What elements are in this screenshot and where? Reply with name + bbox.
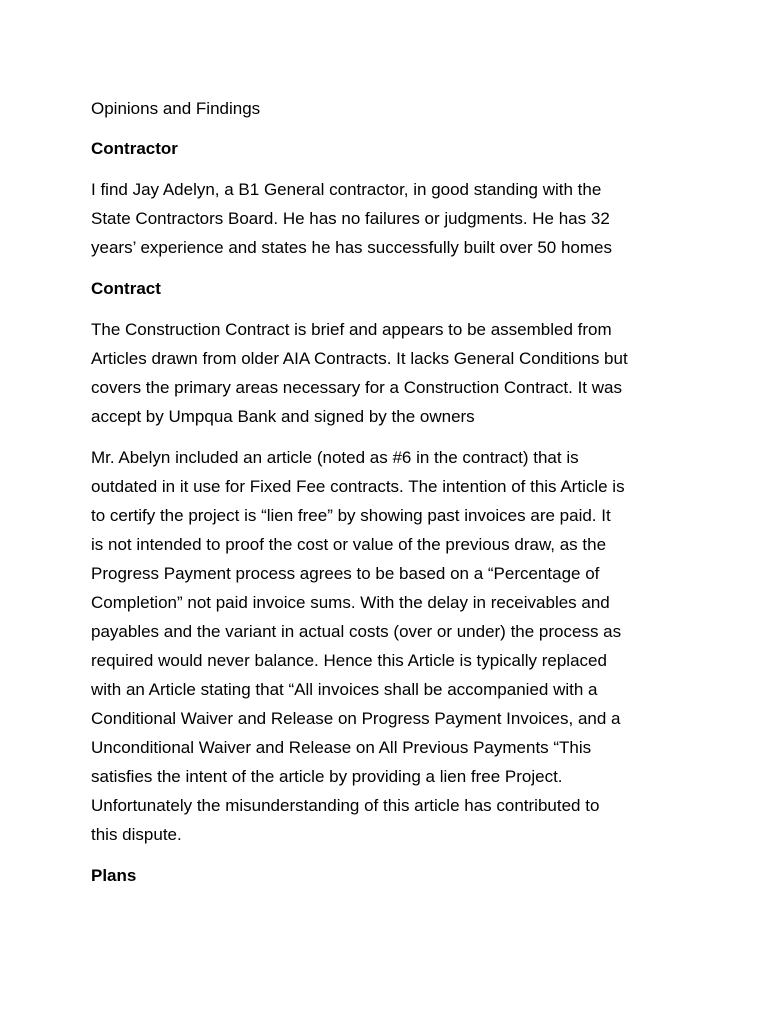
text-line: required would never balance. Hence this Article is typically replaced [91, 651, 607, 670]
text-line: The Construction Contract is brief and appears to be assembled from [91, 320, 612, 339]
text-line: covers the primary areas necessary for a Construction Contract. It was [91, 378, 622, 397]
contractor-paragraph [91, 175, 691, 262]
text-line: to certify the project is “lien free” by showing past invoices are paid. It [91, 506, 611, 525]
text-line: payables and the variant in actual costs (over or under) the process as [91, 622, 622, 641]
text-line: this dispute. [91, 825, 182, 844]
text-line: State Contractors Board. He has no failures or judgments. He has 32 [91, 209, 610, 228]
text-line: satisfies the intent of the article by providing a lien free Project. [91, 767, 563, 786]
contract-paragraph-1 [91, 315, 691, 431]
text-line: Conditional Waiver and Release on Progress Payment Invoices, and a [91, 709, 621, 728]
text-line: Unfortunately the misunderstanding of this article has contributed to [91, 796, 600, 815]
text-line: outdated in it use for Fixed Fee contracts. The intention of this Article is [91, 477, 625, 496]
section-heading-contract: Contract [91, 279, 161, 298]
document-body [91, 94, 691, 902]
document-title: Opinions and Findings [91, 99, 261, 118]
text-line: I find Jay Adelyn, a B1 General contractor, in good standing with the [91, 180, 602, 199]
section-heading-contractor: Contractor [91, 139, 178, 158]
text-line: years’ experience and states he has successfully built over 50 homes [91, 238, 612, 257]
text-line: Progress Payment process agrees to be based on a “Percentage of [91, 564, 600, 583]
text-line: Unconditional Waiver and Release on All Previous Payments “This [91, 738, 592, 757]
text-line: accept by Umpqua Bank and signed by the owners [91, 407, 475, 426]
contract-paragraph-2 [91, 443, 691, 849]
text-line: Articles drawn from older AIA Contracts. It lacks General Conditions but [91, 349, 628, 368]
text-line: with an Article stating that “All invoices shall be accompanied with a [91, 680, 598, 699]
text-line: is not intended to proof the cost or value of the previous draw, as the [91, 535, 607, 554]
text-line: Mr. Abelyn included an article (noted as #6 in the contract) that is [91, 448, 579, 467]
text-line: Completion” not paid invoice sums. With the delay in receivables and [91, 593, 610, 612]
section-heading-plans: Plans [91, 866, 137, 885]
